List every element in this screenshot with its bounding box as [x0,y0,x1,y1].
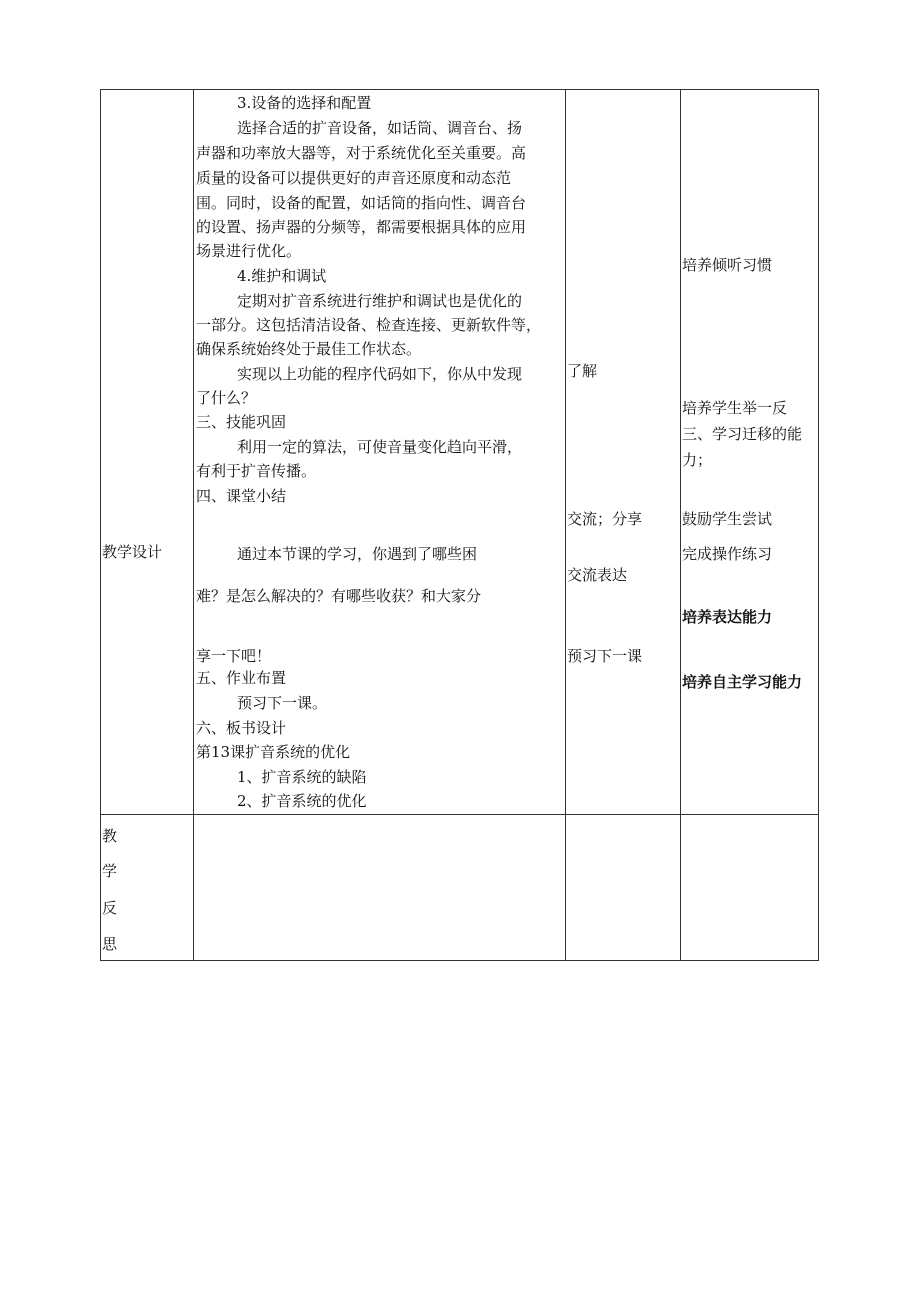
student-activity: 预习下一课 [567,647,643,665]
content-line: 利用一定的算法，可使音量变化趋向平滑， [237,438,523,456]
content-line: 确保系统始终处于最佳工作状态。 [196,340,422,358]
table-bottom-border [100,960,819,961]
student-activity: 了解 [567,362,598,380]
content-line: 声器和功率放大器等，对于系统优化至关重要。高 [196,144,527,162]
design-intent: 力； [682,451,713,469]
content-line: 预习下一课。 [237,694,328,712]
student-activity: 交流；分享 [567,510,643,528]
table-right-border [818,89,819,961]
table-top-border [100,89,819,90]
content-line: 围。同时，设备的配置，如话筒的指向性、调音台 [196,194,527,212]
column-divider-1 [193,89,194,961]
heading-maintenance: 4.维护和调试 [237,267,327,285]
section-heading-skills: 三、技能巩固 [196,413,287,431]
board-item: 1、扩音系统的缺陷 [237,768,367,786]
content-line: 选择合适的扩音设备，如话筒、调音台、扬 [237,119,523,137]
table-left-border [100,89,101,961]
row-label-teaching-design: 教学设计 [102,543,163,561]
content-line: 的设置、扬声器的分频等，都需要根据具体的应用 [196,218,527,236]
content-line: 享一下吧！ [196,647,272,665]
section-heading-summary: 四、课堂小结 [196,487,287,505]
row-label-reflection-char: 思 [102,935,118,953]
design-intent: 培养自主学习能力 [682,673,803,691]
row-label-reflection-char: 反 [102,899,118,917]
column-divider-3 [680,89,681,961]
content-line: 定期对扩音系统进行维护和调试也是优化的 [237,292,523,310]
design-intent: 培养学生举一反 [682,399,788,417]
content-line: 了什么？ [196,389,257,407]
content-line: 一部分。这包括清洁设备、检查连接、更新软件等， [196,316,542,334]
design-intent: 三、学习迁移的能 [682,425,803,443]
content-line: 场景进行优化。 [196,242,302,260]
content-line: 有利于扩音传播。 [196,462,317,480]
design-intent: 完成操作练习 [682,545,773,563]
content-line: 通过本节课的学习，你遇到了哪些困 [237,545,478,563]
board-item: 2、扩音系统的优化 [237,792,367,810]
row-label-reflection-char: 教 [102,827,118,845]
section-heading-homework: 五、作业布置 [196,669,287,687]
design-intent: 鼓励学生尝试 [682,510,773,528]
student-activity: 交流表达 [567,566,628,584]
content-line: 质量的设备可以提供更好的声音还原度和动态范 [196,169,512,187]
content-line: 难？是怎么解决的？有哪些收获？和大家分 [196,587,482,605]
column-divider-2 [565,89,566,961]
row-divider [100,814,819,815]
lesson-plan-table [100,89,819,961]
board-title: 第13课扩音系统的优化 [196,743,351,761]
section-heading-board: 六、板书设计 [196,719,287,737]
content-line: 实现以上功能的程序代码如下，你从中发现 [237,365,523,383]
heading-equipment: 3.设备的选择和配置 [237,94,372,112]
design-intent: 培养倾听习惯 [682,256,773,274]
design-intent: 培养表达能力 [682,608,773,626]
row-label-reflection-char: 学 [102,862,118,880]
